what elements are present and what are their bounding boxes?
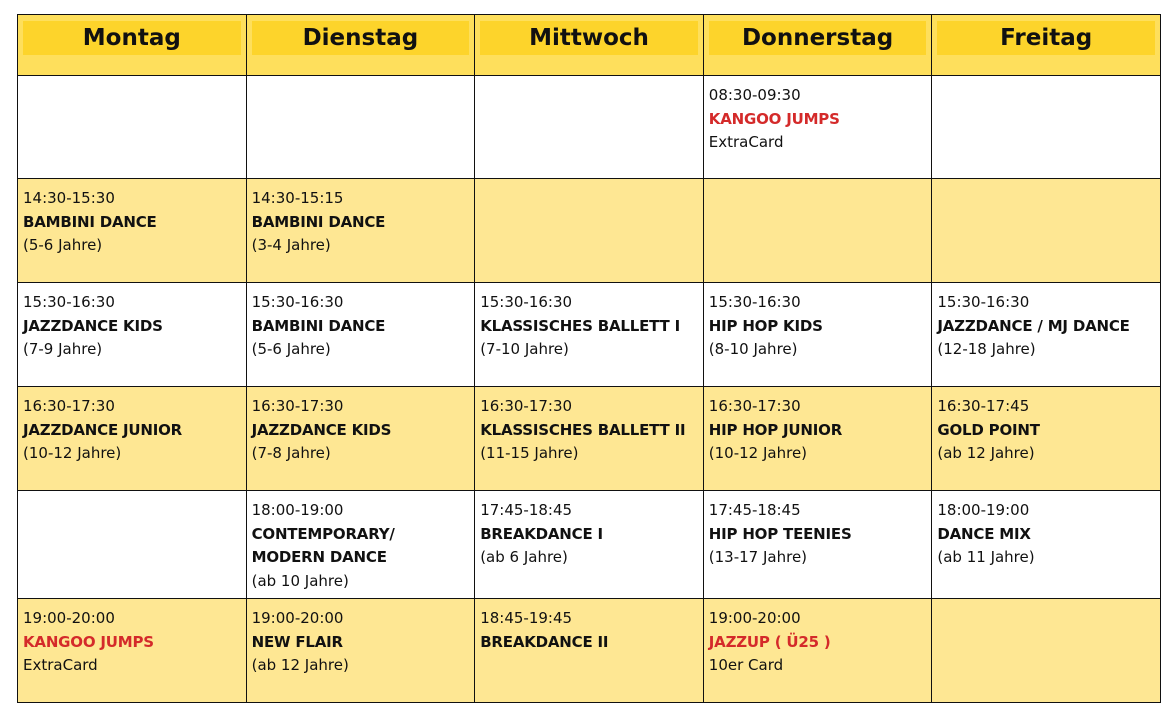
class-time: 15:30-16:30 [937,293,1030,311]
class-name: BREAKDANCE I [480,524,603,543]
class-time: 19:00-20:00 [708,609,801,627]
class-note: (ab 6 Jahre) [480,548,568,566]
class-note: (ab 12 Jahre) [251,656,349,674]
class-cell [246,283,475,387]
day-label: Donnerstag [709,21,927,55]
class-time: 16:30-17:30 [480,397,573,415]
class-time: 18:00-19:00 [937,501,1030,519]
day-header-mittwoch [475,15,704,76]
schedule-row [18,283,1161,387]
empty-cell [932,599,1161,703]
class-note: (11-15 Jahre) [480,444,579,462]
class-time: 19:00-20:00 [23,609,115,627]
class-cell [246,179,475,283]
class-cell [475,283,704,387]
class-name: JAZZDANCE JUNIOR [23,420,183,439]
empty-cell [18,76,247,179]
class-note: (3-4 Jahre) [251,236,331,254]
class-note: ExtraCard [708,133,784,151]
class-cell [18,599,247,703]
class-time: 14:30-15:30 [23,189,115,207]
class-cell [246,387,475,491]
day-label: Mittwoch [480,21,698,55]
header-row [18,15,1161,76]
class-name: HIP HOP KIDS [708,316,823,335]
class-time: 16:30-17:30 [708,397,801,415]
class-time: 15:30-16:30 [23,293,115,311]
class-cell [703,283,932,387]
class-name: KANGOO JUMPS [23,632,154,651]
class-cell [246,491,475,599]
class-cell [703,491,932,599]
empty-cell [475,179,704,283]
class-name: DANCE MIX [937,524,1031,543]
class-time: 14:30-15:15 [251,189,344,207]
class-time: 18:00-19:00 [251,501,344,519]
class-name: HIP HOP TEENIES [708,524,852,543]
class-name: CONTEMPORARY/ [251,524,395,543]
class-note: (5-6 Jahre) [23,236,103,254]
class-time: 15:30-16:30 [251,293,344,311]
day-header-donnerstag [703,15,932,76]
class-name: KLASSISCHES BALLETT I [480,316,680,335]
class-cell [703,599,932,703]
empty-cell [18,491,247,599]
class-name: BREAKDANCE II [480,632,609,651]
class-note: (ab 12 Jahre) [937,444,1035,462]
class-name: KANGOO JUMPS [708,109,840,128]
class-time: 16:30-17:30 [251,397,344,415]
class-name: BAMBINI DANCE [251,316,386,335]
class-note: (ab 11 Jahre) [937,548,1035,566]
class-cell [932,387,1161,491]
class-note: (12-18 Jahre) [937,340,1036,358]
class-name: BAMBINI DANCE [23,212,157,231]
class-note: (7-8 Jahre) [251,444,331,462]
empty-cell [246,76,475,179]
class-time: 08:30-09:30 [708,86,801,104]
class-cell [932,283,1161,387]
class-cell [475,599,704,703]
class-time: 15:30-16:30 [708,293,801,311]
class-cell [246,599,475,703]
class-cell [18,283,247,387]
class-note: (ab 10 Jahre) [251,571,349,590]
schedule-row [18,179,1161,283]
class-note: (7-10 Jahre) [480,340,569,358]
class-time: 19:00-20:00 [251,609,344,627]
empty-cell [932,179,1161,283]
class-cell [475,387,704,491]
class-time: 16:30-17:45 [937,397,1030,415]
class-note: (5-6 Jahre) [251,340,331,358]
class-cell [18,387,247,491]
class-cell [703,387,932,491]
class-cell [932,491,1161,599]
class-note: (8-10 Jahre) [708,340,798,358]
schedule-row [18,599,1161,703]
dance-schedule-table [17,14,1161,703]
empty-cell [703,179,932,283]
day-header-montag [18,15,247,76]
day-header-freitag [932,15,1161,76]
empty-cell [475,76,704,179]
day-label: Montag [23,21,241,55]
day-header-dienstag [246,15,475,76]
class-time: 17:45-18:45 [480,501,573,519]
class-name: BAMBINI DANCE [251,212,386,231]
class-note: (7-9 Jahre) [23,340,103,358]
class-note: (10-12 Jahre) [708,444,808,462]
class-name: HIP HOP JUNIOR [708,420,843,439]
class-cell [703,76,932,179]
class-name: JAZZDANCE / MJ DANCE [937,316,1130,335]
class-note: 10er Card [708,656,784,674]
class-note: ExtraCard [23,656,98,674]
class-name: MODERN DANCE [251,548,387,566]
schedule-row [18,491,1161,599]
schedule-row [18,387,1161,491]
class-name: JAZZDANCE KIDS [251,420,392,439]
class-name: JAZZDANCE KIDS [23,316,163,335]
class-time: 15:30-16:30 [480,293,573,311]
schedule-row [18,76,1161,179]
class-time: 16:30-17:30 [23,397,115,415]
day-label: Freitag [937,21,1155,55]
class-time: 17:45-18:45 [708,501,801,519]
class-note: (13-17 Jahre) [708,548,808,566]
class-name: NEW FLAIR [251,632,343,651]
class-name: GOLD POINT [937,420,1040,439]
class-cell [475,491,704,599]
class-note: (10-12 Jahre) [23,444,122,462]
day-label: Dienstag [252,21,470,55]
class-time: 18:45-19:45 [480,609,573,627]
class-name: JAZZUP ( Ü25 ) [708,632,831,651]
empty-cell [932,76,1161,179]
class-cell [18,179,247,283]
class-name: KLASSISCHES BALLETT II [480,420,686,439]
